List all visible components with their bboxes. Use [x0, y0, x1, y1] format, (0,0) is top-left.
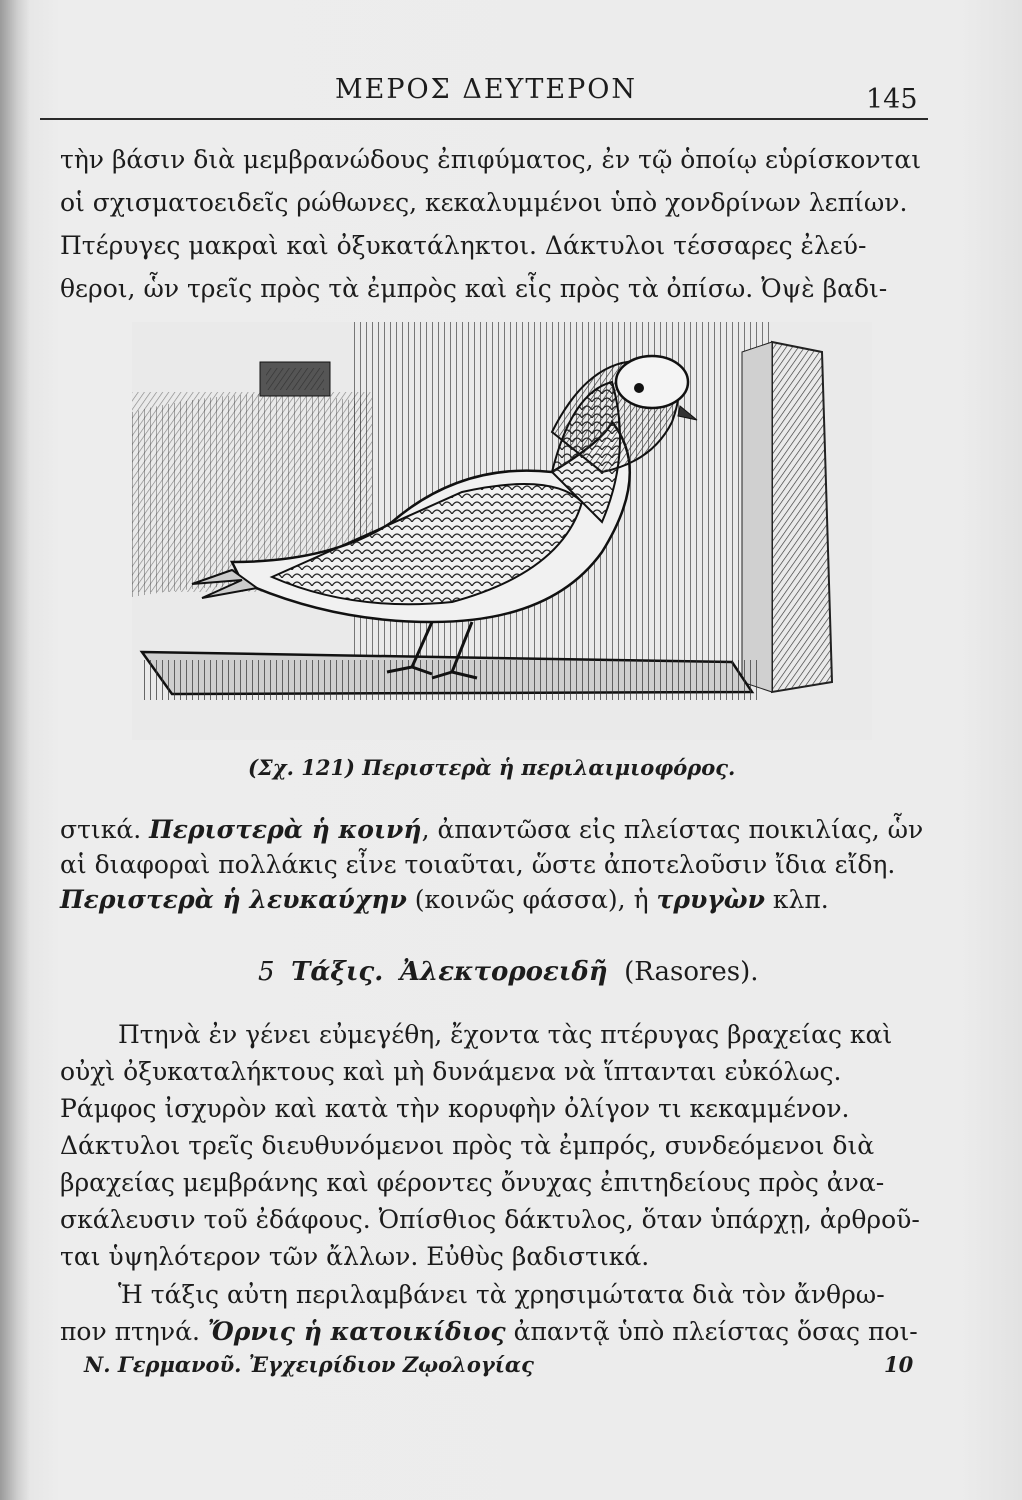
- section-name: Ἀλεκτοροειδῆ: [399, 957, 608, 987]
- text-line: τὴν βάσιν διὰ μεμβρανώδους ἐπιφύματος, ἐν τῷ ὁποίῳ εὑρίσκονται: [60, 145, 922, 174]
- running-header: [0, 74, 1022, 114]
- text-line: θεροι, ὧν τρεῖς πρὸς τὰ ἐμπρὸς καὶ εἷς πρὸς τὰ ὀπίσω. Ὀψὲ βαδι-: [60, 274, 888, 303]
- text-line: Πτέρυγες μακραὶ καὶ ὀξυκατάληκτοι. Δάκτυλοι τέσσαρες ἐλεύ-: [60, 231, 867, 260]
- text-fragment: , ἀπαντῶσα εἰς πλείστας ποικιλίας, ὧν: [421, 815, 924, 844]
- pigeon-engraving: [132, 322, 872, 740]
- text-fragment: κλπ.: [764, 885, 829, 914]
- footer-signature: Ν. Γερμανοῦ. Ἐγχειρίδιον Ζῳολογίας: [84, 1352, 534, 1377]
- page-footer: [84, 1352, 944, 1377]
- sheet-number: 10: [884, 1352, 914, 1377]
- text-fragment: στικά.: [60, 815, 150, 844]
- header-rule: [40, 118, 928, 120]
- figure-caption: (Σχ. 121) Περιστερὰ ἡ περιλαιμιοφόρος.: [248, 755, 736, 780]
- text-line: Δάκτυλοι τρεῖς διευθυνόμενοι πρὸς τὰ ἐμπρός, συνδεόμενοι διὰ: [60, 1131, 875, 1160]
- text-line: σκάλευσιν τοῦ ἐδάφους. Ὀπίσθιος δάκτυλος, ὅταν ὑπάρχῃ, ἀρθροῦ-: [60, 1205, 920, 1234]
- running-title: ΜΕΡΟΣ ΔΕΥΤΕΡΟΝ: [335, 74, 638, 105]
- section-heading: [258, 957, 759, 987]
- text-fragment: πον πτηνά.: [60, 1317, 208, 1346]
- section-label: Τάξις.: [291, 957, 384, 987]
- species-name: τρυγὼν: [656, 885, 765, 914]
- text-line: οὐχὶ ὀξυκαταλήκτους καὶ μὴ δυνάμενα νὰ ἵπτανται εὐκόλως.: [60, 1057, 842, 1086]
- species-name: Ὄρνις ἡ κατοικίδιος: [207, 1317, 506, 1346]
- text-line: Πτηνὰ ἐν γένει εὐμεγέθη, ἔχοντα τὰς πτέρυγας βραχείας καὶ: [118, 1020, 893, 1049]
- text-fragment: ἀπαντᾷ ὑπὸ πλείστας ὅσας ποι-: [505, 1317, 918, 1346]
- text-line: [60, 1317, 940, 1347]
- text-line: οἱ σχισματοειδεῖς ρώθωνες, κεκαλυμμένοι ὑπὸ χονδρίνων λεπίων.: [60, 188, 908, 217]
- text-line: Ἡ τάξις αὐτη περιλαμβάνει τὰ χρησιμώτατα διὰ τὸν ἄνθρω-: [118, 1280, 885, 1309]
- text-line: [60, 815, 940, 845]
- section-number: 5: [258, 957, 275, 987]
- species-name: Περιστερὰ ἡ λευκαύχην: [60, 885, 407, 914]
- text-line: Ράμφος ἰσχυρὸν καὶ κατὰ τὴν κορυφὴν ὀλίγον τι κεκαμμένον.: [60, 1094, 850, 1123]
- text-line: ται ὑψηλότερον τῶν ἄλλων. Εὐθὺς βαδιστικά.: [60, 1242, 650, 1271]
- page-number: 145: [866, 84, 918, 115]
- section-latin: (Rasores).: [624, 957, 759, 987]
- text-line: αἱ διαφοραὶ πολλάκις εἶνε τοιαῦται, ὥστε ἀποτελοῦσιν ἴδια εἴδη.: [60, 850, 896, 879]
- text-line: βραχείας μεμβράνης καὶ φέροντες ὄνυχας ἐπιτηδείους πρὸς ἀνα-: [60, 1168, 885, 1197]
- page-gutter-shadow: [0, 0, 30, 1500]
- text-line: [60, 885, 940, 915]
- text-fragment: (κοινῶς φάσσα), ἡ: [406, 885, 657, 914]
- species-name: Περιστερὰ ἡ κοινή: [149, 815, 422, 844]
